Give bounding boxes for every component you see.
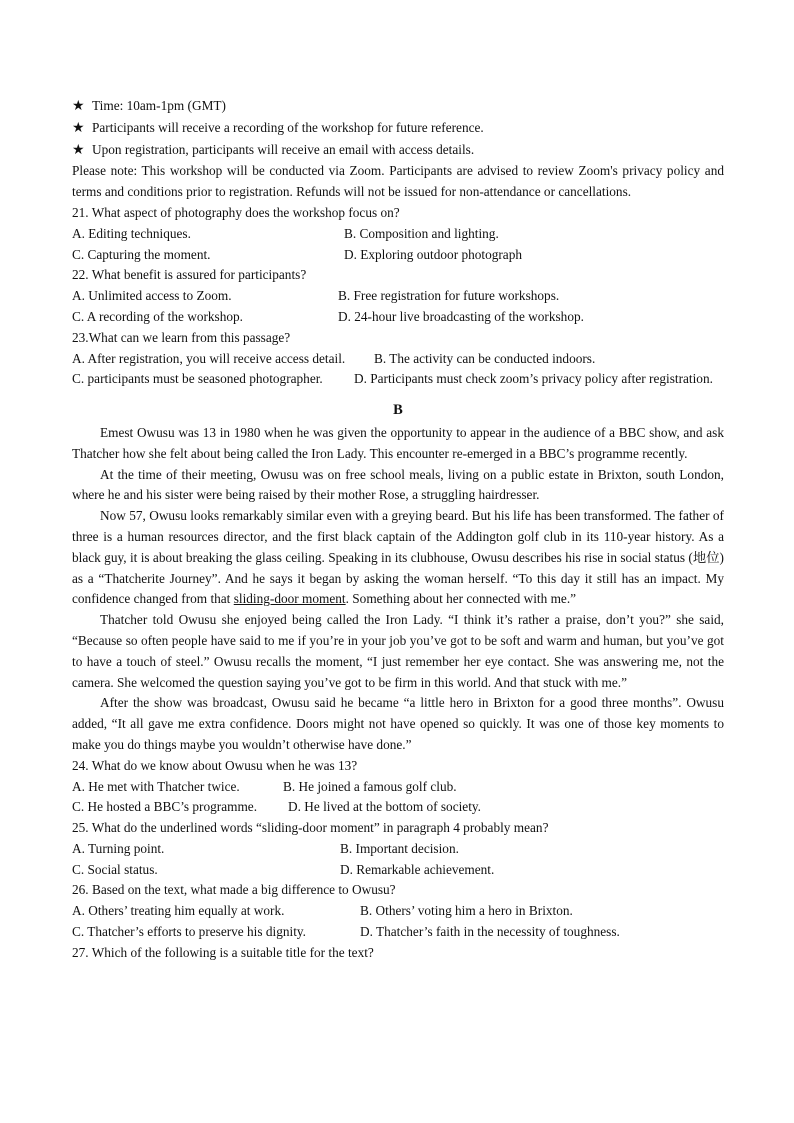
question-stem: 23.What can we learn from this passage? [72,329,291,345]
option-row [72,307,724,328]
option-d: D. He lived at the bottom of society. [288,799,482,815]
star-icon: ★ [72,120,85,136]
star-icon: ★ [72,142,85,158]
document-page [72,96,724,964]
passage-paragraph-2: At the time of their meeting, Owusu was on free school meals, living on a public estate in Brixton, south London, where he and his sister were being raised by their mother Rose, a struggling hairdresser. [72,466,724,503]
option-row [72,860,724,881]
paragraph-3-text-end: . Something about her connected with me.” [345,591,577,607]
zoom-note: Please note: This workshop will be conducted via Zoom. Participants are advised to review Zoom's privacy policy and terms and conditions prior to registration. Refunds will not be issued for non-attendance or cancellations. [72,163,724,200]
option-row [72,286,724,307]
passage-paragraph-1: Emest Owusu was 13 in 1980 when he was given the opportunity to appear in the audience of a BBC show, and ask Thatcher how she felt about being called the Iron Lady. This encounter re-emerged in a BBC’s programme recently. [72,424,724,461]
info-email-text: Upon registration, participants will receive an email with access details. [92,141,475,157]
option-a: A. After registration, you will receive access detail. [72,350,346,366]
info-recording [72,118,724,140]
question-stem: 24. What do we know about Owusu when he was 13? [72,757,358,773]
option-row [72,349,724,370]
underlined-phrase: sliding-door moment [233,591,346,607]
option-c: C. participants must be seasoned photographer. [72,371,323,387]
option-c: C. He hosted a BBC’s programme. [72,799,258,815]
option-a: A. Unlimited access to Zoom. [72,288,232,304]
info-email [72,140,724,162]
section-b-title: B [393,402,403,419]
option-row [72,245,724,266]
question-stem: 21. What aspect of photography does the workshop focus on? [72,204,400,220]
option-d: D. Exploring outdoor photograph [344,246,523,262]
option-row [72,369,724,390]
option-c: C. Thatcher’s efforts to preserve his dignity. [72,924,307,940]
passage-paragraph-4: Thatcher told Owusu she enjoyed being called the Iron Lady. “I think it’s rather a praise, don’t you?” she said, “Because so often people have said to me if you’re in your job you’ve got to be soft and warm and human, but you’ve got to have a touch of steel.” Owusu recalls the moment, “I just remember her eye contact. She was answering me, not the camera. She welcomed the question saying you’ve got to be firm in this world. And that stuck with me.” [72,612,724,690]
info-recording-text: Participants will receive a recording of the workshop for future reference. [92,119,484,135]
question-stem: 25. What do the underlined words “sliding-door moment” in paragraph 4 probably mean? [72,820,549,836]
option-row [72,922,724,943]
passage-paragraph-5: After the show was broadcast, Owusu said he became “a little hero in Brixton for a good three months”. Owusu added, “It all gave me extra confidence. Doors might not have opened so quickly. It was one of those key moments to make you do things maybe you wouldn’t otherwise have done.” [72,695,724,752]
option-row [72,797,724,818]
option-a: A. He met with Thatcher twice. [72,778,240,794]
option-c: C. A recording of the workshop. [72,308,243,324]
option-b: B. The activity can be conducted indoors. [374,350,596,366]
option-row [72,224,724,245]
question-stem: 22. What benefit is assured for participants? [72,267,307,283]
option-b: B. He joined a famous golf club. [283,778,457,794]
option-b: B. Others’ voting him a hero in Brixton. [360,903,573,919]
option-c: C. Capturing the moment. [72,246,211,262]
question-stem: 27. Which of the following is a suitable title for the text? [72,944,374,960]
option-b: B. Free registration for future workshops. [338,288,560,304]
option-row [72,901,724,922]
option-b: B. Composition and lighting. [344,225,499,241]
option-d: D. Remarkable achievement. [340,861,495,877]
option-a: A. Turning point. [72,840,165,856]
passage-paragraph-3 [72,506,724,610]
option-b: B. Important decision. [340,840,459,856]
option-a: A. Others’ treating him equally at work. [72,903,285,919]
info-time-text: Time: 10am-1pm (GMT) [92,98,226,113]
option-d: D. Participants must check zoom’s privacy policy after registration. [354,371,713,387]
star-icon: ★ [72,99,85,114]
option-d: D. 24-hour live broadcasting of the workshop. [338,308,584,324]
paragraph-3-text-start: Now 57, Owusu looks remarkably similar even with a greying beard. But his life has been transformed. The father of three is a human resources director, and the first black captain of the Addington golf club in its 110-year history. As a black guy, it is about breaking the glass ceiling. Speaking in its clubhouse, Owusu describes his rise in social status (地位) as a “Thatcherite Journey”. And he says it began by asking the woman herself. “To this day it still has an impact. My confidence changed from that [72,508,724,607]
option-row [72,839,724,860]
question-stem: 26. Based on the text, what made a big difference to Owusu? [72,882,396,898]
option-c: C. Social status. [72,861,158,877]
option-d: D. Thatcher’s faith in the necessity of toughness. [360,924,620,940]
option-row [72,777,724,798]
option-a: A. Editing techniques. [72,225,191,241]
info-time [72,96,724,118]
